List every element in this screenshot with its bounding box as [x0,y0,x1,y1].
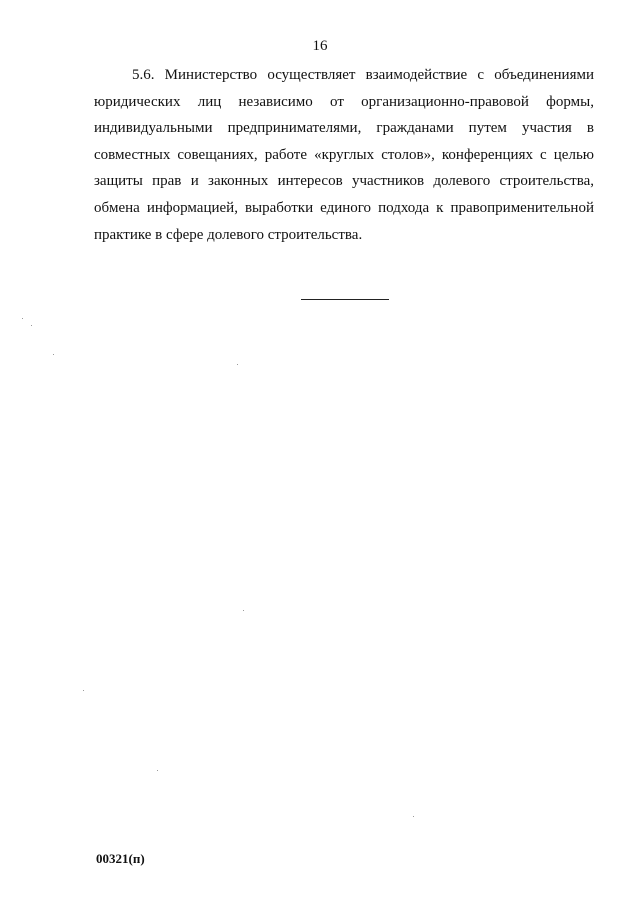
scan-speck [413,816,414,817]
scan-speck [53,354,54,355]
document-code: 00321(п) [96,851,145,866]
page-number: 16 [312,38,328,54]
body-paragraph: 5.6. Министерство осуществляет взаимодействие с объединениями юридических лиц независимо от организационно-правовой формы, индивидуальными предпринимателями, гражданами путем участия в совместных совещаниях, работе «круглых столов», конференциях с целью защиты прав и законных интересов участников долевого строительства, обмена информацией, выработки единого подхода к правоприменительной практике в сфере долевого строительства. [94,67,594,243]
scan-speck [243,610,244,611]
scan-speck [83,690,84,691]
scan-speck [22,318,23,319]
scan-speck [157,770,158,771]
scan-speck [31,325,32,326]
section-divider [301,299,389,300]
scan-speck [237,364,238,365]
